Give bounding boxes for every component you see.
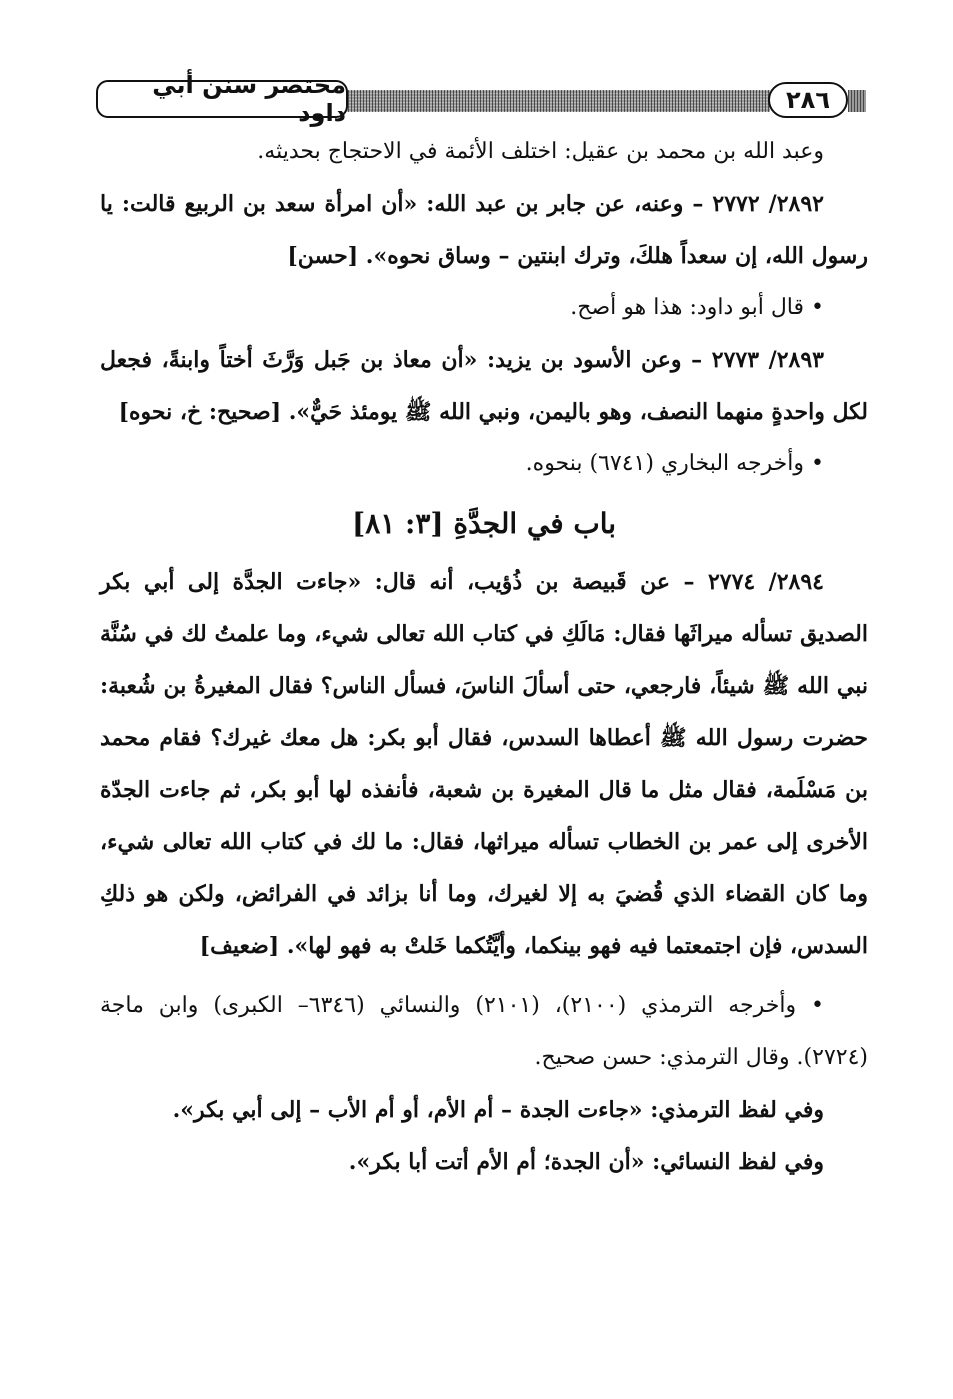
page-body bbox=[100, 126, 868, 1188]
header-decorative-band bbox=[336, 90, 770, 112]
continuation-line: وعبد الله بن محمد بن عقيل: اختلف الأئمة في الاحتجاج بحديثه. bbox=[257, 139, 824, 164]
note-2893: • وأخرجه البخاري (٦٧٤١) بنحوه. bbox=[525, 451, 824, 476]
section-heading: باب في الجدَّةِ [٣: ٨١] bbox=[351, 507, 617, 540]
hadith-2893: ٢٨٩٣/ ٢٧٧٣ – وعن الأسود بن يزيد: «أن معاذ بن جَبل وَرَّثَ أختاً وابنةً، فجعل لكل واحدةٍ منهما النصف، وهو باليمن، ونبي الله ﷺ يومئذ حَيٌّ». [صحيح: خ، نحوه] bbox=[100, 347, 868, 425]
hadith-2894: ٢٨٩٤/ ٢٧٧٤ – عن قَبيصة بن ذُؤيب، أنه قال: «جاءت الجدَّة إلى أبي بكر الصديق تسأله ميراثَها فقال: مَالَكِ في كتاب الله تعالى شيء، وما علمتُ لك في سُنَّة نبي الله ﷺ شيئاً، فارجعي، حتى أسألَ الناسَ، فسأل الناس؟ فقال المغيرةُ بن شُعبة: حضرت رسول الله ﷺ أعطاها السدس، فقال أبو بكر: هل معك غيرك؟ فقام محمد بن مَسْلَمة، فقال مثل ما قال المغيرة بن شعبة، فأنفذه لها أبو بكر، ثم جاءت الجدّة الأخرى إلى عمر بن الخطاب تسأله ميراثها، فقال: ما لك في كتاب الله تعالى شيء، وما كان القضاء الذي قُضيَ به إلا لغيرك، وما أنا بزائد في الفرائض، ولكن هو ذلكِ السدس، فإن اجتمعتما فيه فهو بينكما، وأيَّتُكما خَلتْ به فهو لها». [ضعيف] bbox=[100, 569, 869, 959]
header-decorative-band-end bbox=[848, 90, 866, 112]
note-2894: • وأخرجه الترمذي (٢١٠٠)، (٢١٠١) والنسائي (٦٣٤٦– الكبرى) وابن ماجة (٢٧٢٤). وقال الترمذي: حسن صحيح. bbox=[100, 993, 868, 1070]
hadith-2892: ٢٨٩٢/ ٢٧٧٢ – وعنه، عن جابر بن عبد الله: «أن امرأة سعد بن الربيع قالت: يا رسول الله، إن سعداً هلكَ، وترك ابنتين – وساق نحوه». [حسن] bbox=[100, 191, 868, 269]
page-number: ٢٨٦ bbox=[768, 82, 848, 118]
book-title: مختصر سنن أبي داود bbox=[96, 80, 348, 118]
note-2892: • قال أبو داود: هذا هو أصح. bbox=[570, 295, 824, 320]
page-header bbox=[96, 71, 866, 127]
nasai-wording: وفي لفظ النسائي: «أن الجدة؛ أم الأم أتت أبا بكر». bbox=[348, 1149, 824, 1175]
tirmidhi-wording: وفي لفظ الترمذي: «جاءت الجدة – أم الأم، أو أم الأب – إلى أبي بكر». bbox=[172, 1097, 824, 1123]
